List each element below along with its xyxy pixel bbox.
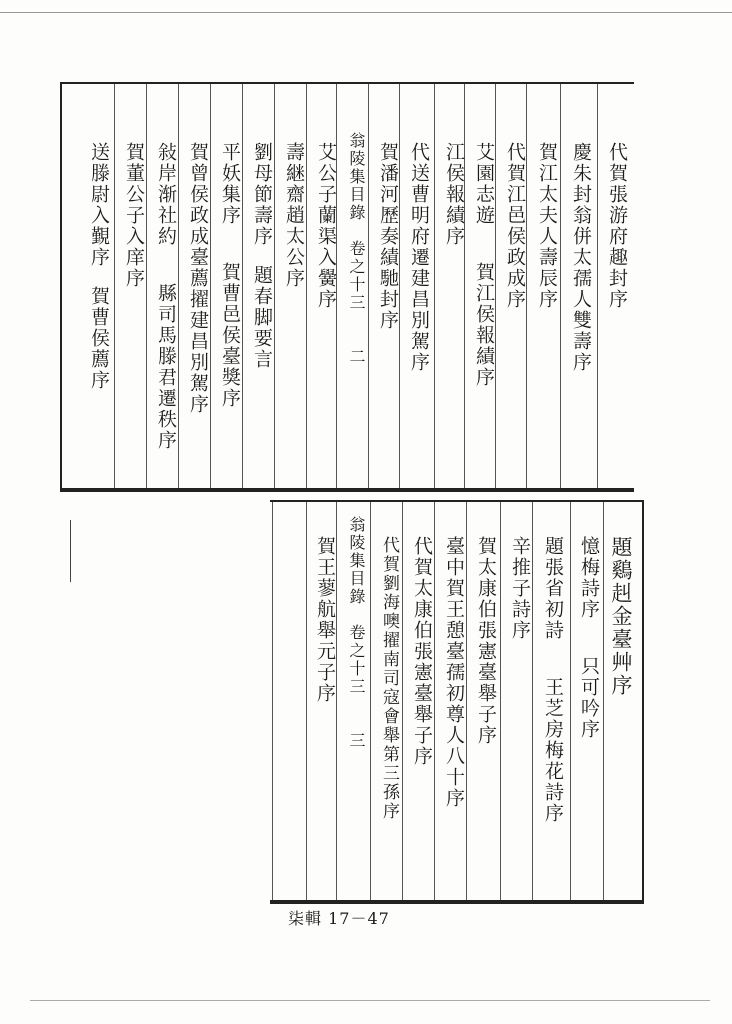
toc-entry: 賀太康伯張憲臺舉子序 (475, 536, 497, 746)
toc-entry: 代賀張游府趣封序 (606, 142, 628, 310)
column-rule (434, 84, 435, 488)
toc-page-upper (60, 82, 634, 492)
toc-entry: 艾園志遊賀江侯報績序 (473, 142, 495, 388)
margin-mark (70, 520, 71, 582)
toc-entry: 壽継齋趙太公序 (283, 142, 305, 289)
toc-entry: 慶朱封翁併太孺人雙壽序 (570, 142, 592, 373)
toc-entry: 賀曾侯政成臺薦擢建昌別駕序 (187, 142, 209, 415)
toc-entry: 江侯報績序 (443, 142, 465, 247)
column-rule (272, 502, 273, 900)
scan-edge-bottom (30, 1000, 710, 1001)
toc-entry: 代賀江邑侯政成序 (504, 142, 526, 310)
toc-entry: 代賀太康伯張憲臺舉子序 (411, 536, 433, 767)
toc-entry: 憶梅詩序只可吟序 (578, 536, 600, 740)
toc-entry: 代賀劉海噢擢南司寇會舉第三孫序 (379, 536, 399, 821)
toc-entry: 辛推子詩序 (509, 536, 531, 641)
toc-entry: 代送曹明府遷建昌別駕序 (408, 142, 430, 373)
toc-entry: 賀江太夫人壽辰序 (536, 142, 558, 310)
toc-entry: 賀王蓼航舉元子序 (314, 536, 336, 704)
toc-entry: 劉母節壽序題春脚要言 (251, 142, 273, 370)
toc-entry: 敍岸渐社約縣司馬滕君遷秩序 (155, 142, 177, 451)
toc-page-lower (270, 500, 644, 904)
scan-edge-top (0, 12, 732, 13)
toc-entry: 送滕尉入覲序賀曹侯薦序 (88, 142, 110, 391)
column-rule (597, 84, 598, 488)
toc-entry: 臺中賀王憩臺孺初尊人八十序 (443, 536, 465, 809)
toc-entry: 賀董公子入庠序 (123, 142, 145, 289)
toc-entry: 平妖集序賀曹邑侯臺獎序 (219, 142, 241, 409)
column-rule (306, 502, 307, 900)
column-rule (114, 84, 115, 488)
toc-entry: 題張省初詩王芝房梅花詩序 (542, 536, 564, 824)
page-heading: 翁陵集目錄 卷之十三三 (347, 516, 366, 750)
column-rule (570, 502, 571, 900)
toc-entry: 艾公子蘭渠入黌序 (315, 142, 337, 310)
toc-entry: 題鷄赳金臺艸序 (609, 536, 633, 697)
toc-entry: 賀潘河歷奏績馳封序 (377, 142, 399, 331)
page-number: 柒輯 17－47 (288, 909, 390, 928)
page-heading: 翁陵集目錄 卷之十三二 (347, 132, 366, 366)
